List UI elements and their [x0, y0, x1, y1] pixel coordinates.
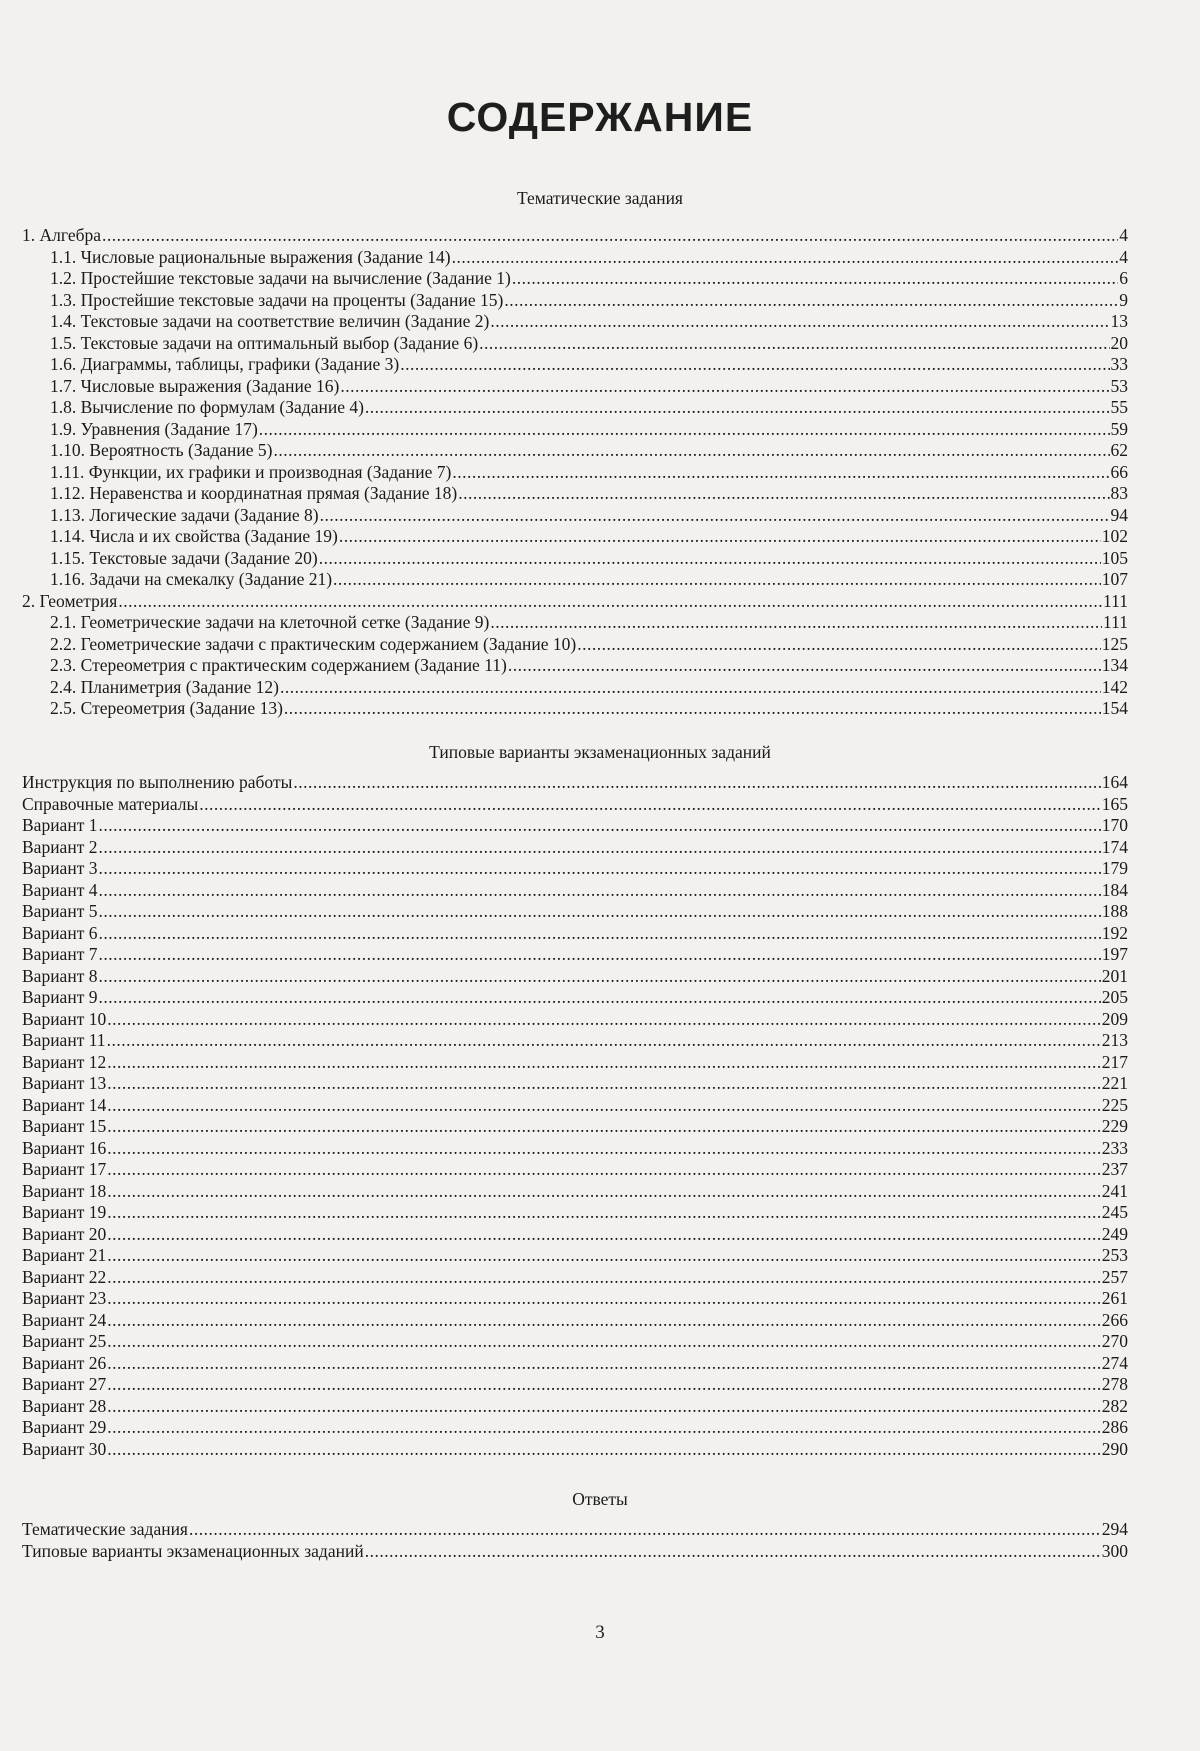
toc-entry-title: Вариант 2: [22, 836, 98, 857]
dot-leader: [479, 333, 1109, 355]
toc-entry-title: Вариант 24: [22, 1309, 107, 1330]
toc-list-thematic: [22, 225, 1128, 720]
dot-leader: [98, 966, 1100, 988]
toc-entry: [22, 462, 1128, 484]
toc-entry: [22, 247, 1128, 269]
toc-entry: [22, 290, 1128, 312]
dot-leader: [319, 548, 1101, 570]
toc-entry: [22, 569, 1128, 591]
dot-leader: [107, 1417, 1101, 1439]
dot-leader: [273, 440, 1109, 462]
toc-entry-title: 1.5. Текстовые задачи на оптимальный выбор (Задание 6): [50, 332, 479, 353]
toc-entry-page: 217: [1101, 1051, 1128, 1072]
toc-entry: [22, 698, 1128, 720]
dot-leader: [98, 880, 1100, 902]
toc-entry: [22, 1073, 1128, 1095]
toc-entry: [22, 225, 1128, 247]
dot-leader: [107, 1267, 1101, 1289]
toc-entry: [22, 1331, 1128, 1353]
toc-entry: [22, 1224, 1128, 1246]
dot-leader: [107, 1181, 1101, 1203]
toc-entry: [22, 1052, 1128, 1074]
section-heading-thematic: Тематические задания: [517, 188, 683, 208]
dot-leader: [107, 1095, 1101, 1117]
toc-entry-page: 300: [1101, 1540, 1128, 1561]
toc-entry-page: 125: [1101, 633, 1128, 654]
toc-entry-title: 1.12. Неравенства и координатная прямая (Задание 18): [50, 483, 458, 503]
toc-entry-page: 213: [1101, 1030, 1128, 1050]
toc-entry-page: 229: [1101, 1116, 1128, 1136]
dot-leader: [365, 397, 1110, 419]
toc-entry: [22, 1267, 1128, 1289]
toc-list-variants: [22, 772, 1128, 1460]
toc-entry-title: Вариант 3: [22, 858, 98, 878]
toc-entry-page: 111: [1103, 590, 1128, 611]
toc-entry-page: 261: [1101, 1288, 1128, 1308]
toc-entry-page: 266: [1101, 1309, 1128, 1330]
toc-entry: [22, 1095, 1128, 1117]
toc-entry: [22, 1310, 1128, 1332]
toc-entry-page: 107: [1101, 569, 1128, 589]
toc-entry-page: 294: [1101, 1519, 1128, 1539]
dot-leader: [577, 634, 1100, 656]
dot-leader: [107, 1288, 1101, 1310]
toc-entry-title: Вариант 9: [22, 987, 98, 1007]
dot-leader: [107, 1052, 1101, 1074]
dot-leader: [259, 419, 1110, 441]
toc-entry-page: 221: [1101, 1073, 1128, 1093]
dot-leader: [107, 1310, 1101, 1332]
toc-entry-page: 6: [1119, 268, 1128, 288]
toc-list-answers: [22, 1519, 1128, 1562]
toc-entry-page: 53: [1110, 375, 1128, 396]
toc-entry: [22, 655, 1128, 677]
dot-leader: [452, 247, 1119, 269]
toc-entry-page: 164: [1101, 772, 1128, 792]
dot-leader: [189, 1519, 1101, 1541]
toc-entry-title: 1.3. Простейшие текстовые задачи на проценты (Задание 15): [50, 289, 504, 310]
dot-leader: [107, 1159, 1101, 1181]
dot-leader: [107, 1245, 1101, 1267]
toc-entry: [22, 311, 1128, 333]
toc-entry-title: Вариант 30: [22, 1438, 107, 1459]
toc-entry-title: Вариант 26: [22, 1352, 107, 1373]
toc-entry-page: 105: [1101, 547, 1128, 568]
toc-entry: [22, 1353, 1128, 1375]
toc-entry: [22, 419, 1128, 441]
toc-entry-title: 2.3. Стереометрия с практическим содержанием (Задание 11): [50, 655, 507, 675]
toc-entry: [22, 1374, 1128, 1396]
toc-entry: [22, 548, 1128, 570]
toc-entry-title: Вариант 11: [22, 1030, 106, 1050]
toc-entry-title: Вариант 17: [22, 1159, 107, 1179]
toc-entry: [22, 1138, 1128, 1160]
dot-leader: [107, 1224, 1101, 1246]
toc-entry-title: Вариант 4: [22, 879, 98, 900]
toc-entry: [22, 268, 1128, 290]
toc-entry: [22, 901, 1128, 923]
toc-entry-title: Справочные материалы: [22, 793, 199, 814]
dot-leader: [365, 1541, 1101, 1563]
section-heading-variants: Типовые варианты экзаменационных заданий: [429, 742, 771, 762]
toc-entry: [22, 612, 1128, 634]
dot-leader: [284, 698, 1101, 720]
toc-entry-title: Вариант 25: [22, 1331, 107, 1351]
dot-leader: [118, 591, 1102, 613]
toc-entry-title: Вариант 13: [22, 1073, 107, 1093]
toc-entry-title: Вариант 16: [22, 1137, 107, 1158]
toc-entry-title: Вариант 10: [22, 1008, 107, 1029]
dot-leader: [98, 815, 1100, 837]
dot-leader: [107, 1138, 1101, 1160]
toc-entry: [22, 505, 1128, 527]
toc-entry-page: 66: [1110, 461, 1128, 482]
toc-entry-page: 192: [1101, 922, 1128, 943]
toc-entry-title: 1.10. Вероятность (Задание 5): [50, 440, 273, 460]
toc-entry-title: Вариант 20: [22, 1223, 107, 1244]
toc-entry-title: Вариант 18: [22, 1180, 107, 1201]
dot-leader: [107, 1331, 1101, 1353]
toc-entry: [22, 677, 1128, 699]
toc-entry-page: 4: [1119, 246, 1128, 267]
dot-leader: [339, 526, 1101, 548]
dot-leader: [293, 772, 1100, 794]
toc-entry: [22, 1245, 1128, 1267]
toc-entry-page: 13: [1110, 311, 1128, 331]
toc-entry: [22, 1541, 1128, 1563]
toc-entry-page: 62: [1110, 440, 1128, 460]
toc-entry-title: 1.7. Числовые выражения (Задание 16): [50, 375, 340, 396]
dot-leader: [333, 569, 1101, 591]
toc-entry: [22, 944, 1128, 966]
toc-entry-title: 2.4. Планиметрия (Задание 12): [50, 676, 279, 697]
dot-leader: [98, 858, 1100, 880]
toc-entry-page: 245: [1101, 1202, 1128, 1222]
toc-entry-title: Вариант 14: [22, 1094, 107, 1115]
toc-entry-page: 111: [1103, 612, 1128, 632]
toc-entry-page: 134: [1101, 655, 1128, 675]
toc-entry: [22, 354, 1128, 376]
toc-entry-page: 170: [1101, 815, 1128, 835]
dot-leader: [107, 1009, 1101, 1031]
toc-entry-page: 9: [1119, 289, 1128, 310]
toc-entry-page: 249: [1101, 1223, 1128, 1244]
toc-entry: [22, 923, 1128, 945]
toc-entry: [22, 966, 1128, 988]
toc-entry-page: 55: [1110, 397, 1128, 417]
dot-leader: [98, 923, 1100, 945]
toc-entry: [22, 858, 1128, 880]
dot-leader: [98, 944, 1100, 966]
toc-entry-page: 94: [1110, 504, 1128, 525]
toc-entry-page: 4: [1119, 225, 1128, 245]
toc-entry-page: 257: [1101, 1266, 1128, 1287]
toc-entry-title: 2. Геометрия: [22, 590, 118, 611]
dot-leader: [98, 987, 1100, 1009]
dot-leader: [320, 505, 1110, 527]
dot-leader: [107, 1116, 1101, 1138]
toc-entry-title: 1.15. Текстовые задачи (Задание 20): [50, 547, 318, 568]
toc-entry-page: 278: [1101, 1374, 1128, 1394]
toc-entry: [22, 1439, 1128, 1461]
toc-entry-title: Вариант 1: [22, 815, 98, 835]
toc-entry-page: 102: [1101, 526, 1128, 546]
toc-entry-page: 237: [1101, 1159, 1128, 1179]
toc-entry: [22, 987, 1128, 1009]
dot-leader: [280, 677, 1101, 699]
toc-entry-title: Вариант 22: [22, 1266, 107, 1287]
toc-entry-title: 2.1. Геометрические задачи на клеточной сетке (Задание 9): [50, 612, 490, 632]
toc-entry-title: 1.16. Задачи на смекалку (Задание 21): [50, 569, 333, 589]
toc-entry-page: 274: [1101, 1352, 1128, 1373]
dot-leader: [400, 354, 1109, 376]
toc-entry-title: 1.13. Логические задачи (Задание 8): [50, 504, 319, 525]
toc-entry: [22, 634, 1128, 656]
toc-entry-page: 282: [1101, 1395, 1128, 1416]
toc-entry-title: Тематические задания: [22, 1519, 188, 1539]
toc-entry-page: 205: [1101, 987, 1128, 1007]
toc-entry: [22, 591, 1128, 613]
toc-entry: [22, 526, 1128, 548]
toc-entry: [22, 815, 1128, 837]
section-heading-answers: Ответы: [572, 1489, 628, 1509]
dot-leader: [107, 1030, 1101, 1052]
toc-entry-page: 241: [1101, 1180, 1128, 1201]
dot-leader: [107, 1202, 1101, 1224]
toc-entry-title: Вариант 12: [22, 1051, 107, 1072]
page-title: СОДЕРЖАНИЕ: [446, 94, 754, 140]
toc-entry-title: 1. Алгебра: [22, 225, 102, 245]
toc-entry-page: 179: [1101, 858, 1128, 878]
toc-entry-page: 174: [1101, 836, 1128, 857]
toc-entry: [22, 483, 1128, 505]
dot-leader: [508, 655, 1101, 677]
dot-leader: [102, 225, 1118, 247]
toc-entry-title: Вариант 19: [22, 1202, 107, 1222]
page-number: 3: [595, 1622, 605, 1643]
toc-entry: [22, 1202, 1128, 1224]
toc-entry-title: 1.11. Функции, их графики и производная (Задание 7): [50, 461, 452, 482]
dot-leader: [504, 290, 1118, 312]
toc-entry-title: Инструкция по выполнению работы: [22, 772, 293, 792]
toc-entry: [22, 1417, 1128, 1439]
dot-leader: [107, 1374, 1101, 1396]
toc-entry: [22, 397, 1128, 419]
toc-entry-title: 1.8. Вычисление по формулам (Задание 4): [50, 397, 364, 417]
dot-leader: [98, 901, 1100, 923]
toc-entry-page: 233: [1101, 1137, 1128, 1158]
toc-entry-page: 154: [1101, 698, 1128, 718]
toc-entry: [22, 440, 1128, 462]
dot-leader: [107, 1439, 1101, 1461]
toc-entry: [22, 333, 1128, 355]
toc-entry-page: 290: [1101, 1438, 1128, 1459]
toc-entry-title: Вариант 5: [22, 901, 98, 921]
toc-entry-page: 225: [1101, 1094, 1128, 1115]
toc-entry: [22, 772, 1128, 794]
toc-entry: [22, 1396, 1128, 1418]
toc-entry-page: 33: [1110, 354, 1128, 374]
toc-entry-title: Вариант 21: [22, 1245, 107, 1265]
toc-entry-title: Вариант 7: [22, 944, 98, 964]
toc-entry-title: Вариант 23: [22, 1288, 107, 1308]
toc-entry: [22, 1009, 1128, 1031]
toc-entry-title: 1.1. Числовые рациональные выражения (Задание 14): [50, 246, 451, 267]
toc-entry-page: 184: [1101, 879, 1128, 900]
toc-entry-title: Вариант 15: [22, 1116, 107, 1136]
toc-entry-page: 270: [1101, 1331, 1128, 1351]
toc-entry-page: 165: [1101, 793, 1128, 814]
toc-entry: [22, 1116, 1128, 1138]
toc-entry: [22, 794, 1128, 816]
toc-entry-title: 1.6. Диаграммы, таблицы, графики (Задание 3): [50, 354, 400, 374]
toc-entry-page: 209: [1101, 1008, 1128, 1029]
toc-entry-title: Вариант 8: [22, 965, 98, 986]
toc-entry-title: Вариант 6: [22, 922, 98, 943]
dot-leader: [107, 1396, 1101, 1418]
toc-entry-page: 83: [1110, 483, 1128, 503]
toc-entry: [22, 837, 1128, 859]
dot-leader: [98, 837, 1100, 859]
toc-entry-title: 2.5. Стереометрия (Задание 13): [50, 698, 283, 718]
toc-entry: [22, 880, 1128, 902]
toc-entry-title: Вариант 29: [22, 1417, 107, 1437]
toc-entry: [22, 1181, 1128, 1203]
toc-entry: [22, 1288, 1128, 1310]
toc-entry-page: 253: [1101, 1245, 1128, 1265]
dot-leader: [107, 1353, 1101, 1375]
toc-entry-page: 201: [1101, 965, 1128, 986]
dot-leader: [490, 311, 1109, 333]
toc-entry-page: 59: [1110, 418, 1128, 439]
toc-entry: [22, 376, 1128, 398]
toc-entry: [22, 1030, 1128, 1052]
toc-entry-title: 1.14. Числа и их свойства (Задание 19): [50, 526, 338, 546]
toc-entry-title: Вариант 28: [22, 1395, 107, 1416]
toc-entry-title: Типовые варианты экзаменационных заданий: [22, 1540, 364, 1561]
toc-entry-page: 20: [1110, 332, 1128, 353]
dot-leader: [107, 1073, 1101, 1095]
dot-leader: [199, 794, 1100, 816]
toc-entry: [22, 1159, 1128, 1181]
toc-entry-title: Вариант 27: [22, 1374, 107, 1394]
toc-entry-title: 1.4. Текстовые задачи на соответствие величин (Задание 2): [50, 311, 490, 331]
dot-leader: [512, 268, 1118, 290]
dot-leader: [458, 483, 1109, 505]
toc-entry-title: 1.9. Уравнения (Задание 17): [50, 418, 258, 439]
toc-entry-page: 197: [1101, 944, 1128, 964]
toc-entry-page: 142: [1101, 676, 1128, 697]
dot-leader: [340, 376, 1109, 398]
toc-entry-title: 2.2. Геометрические задачи с практическим содержанием (Задание 10): [50, 633, 577, 654]
toc-entry-page: 188: [1101, 901, 1128, 921]
toc-entry-page: 286: [1101, 1417, 1128, 1437]
dot-leader: [490, 612, 1102, 634]
toc-entry: [22, 1519, 1128, 1541]
toc-entry-title: 1.2. Простейшие текстовые задачи на вычисление (Задание 1): [50, 268, 511, 288]
dot-leader: [452, 462, 1109, 484]
